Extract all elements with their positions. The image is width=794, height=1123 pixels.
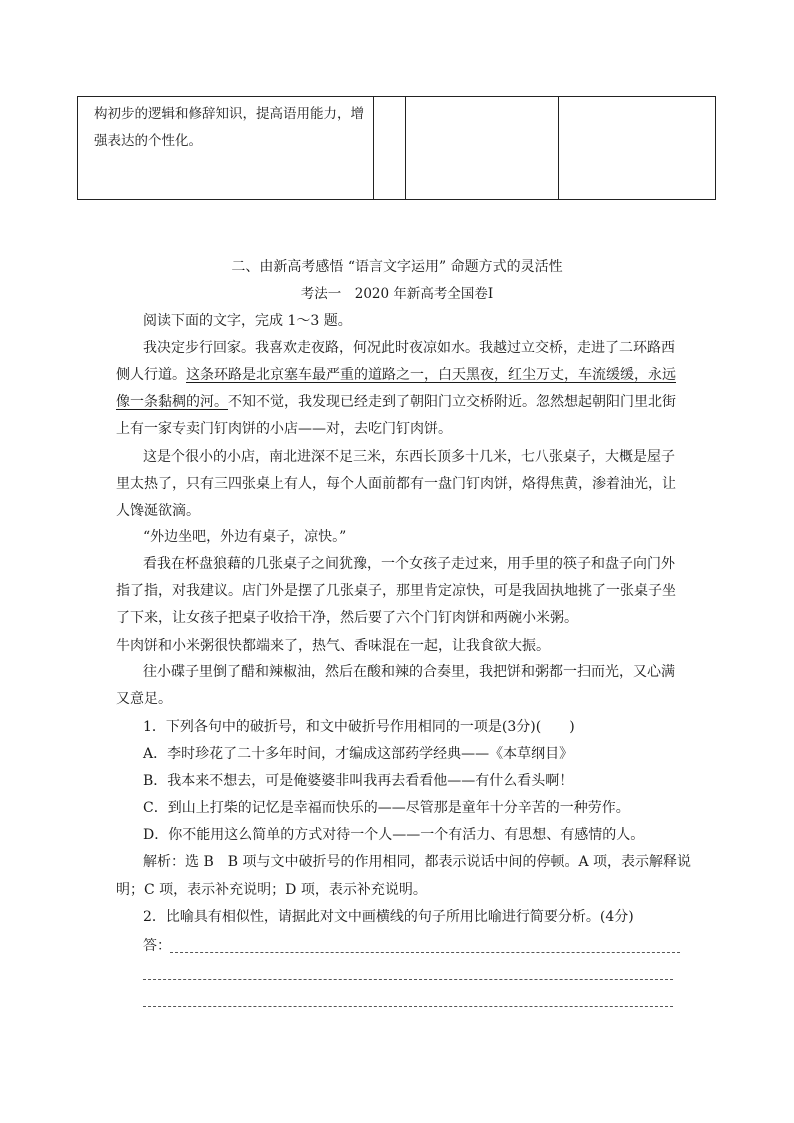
- instruction: 阅读下面的文字，完成 1～3 题。: [143, 313, 352, 329]
- answer-line[interactable]: [143, 1006, 673, 1007]
- question-2: 2．比喻具有相似性，请据此对文中画横线的句子所用比喻进行简要分析。(4分): [143, 909, 634, 925]
- question-1-option-a: A．李时珍花了二十多年时间，才编成这部药学经典——《本草纲目》: [143, 746, 574, 762]
- passage-line: 往小碟子里倒了醋和辣椒油，然后在酸和辣的合奏里，我把饼和粥都一扫而光，又心满: [143, 664, 675, 680]
- section-subtitle: 考法一 2020 年新高考全国卷Ⅰ: [300, 286, 494, 302]
- passage-text: 不知不觉，我发现已经走到了朝阳门立交桥附近。忽然想起朝阳门里北街: [228, 394, 676, 410]
- passage-line: “外边坐吧，外边有桌子，凉快。”: [143, 529, 347, 545]
- passage-line: 这是个很小的小店，南北进深不足三米，东西长顶多十几米，七八张桌子，大概是屋子: [143, 449, 675, 465]
- passage-line: 了下来，让女孩子把桌子收拾干净，然后要了六个门钉肉饼和两碗小米粥。: [116, 610, 578, 626]
- table-cell-description: [78, 97, 374, 199]
- question-1-option-b: B．我本来不想去，可是俺婆婆非叫我再去看看他——有什么看头啊！: [143, 773, 574, 789]
- passage-text: 侧人行道。: [116, 367, 186, 383]
- passage-line: 里太热了，只有三四张桌上有人，每个人面前都有一盘门钉肉饼，烙得焦黄，渗着油光，让: [116, 476, 676, 492]
- section-title: 二、由新高考感悟 “语言文字运用” 命题方式的灵活性: [231, 259, 563, 275]
- passage-line: [116, 392, 676, 412]
- table-cell-empty: [559, 97, 715, 199]
- underlined-sentence: 这条环路是北京塞车最严重的道路之一，白天黑夜，红尘万丈，车流缓缓，永远: [186, 367, 676, 383]
- passage-line: 又意足。: [116, 691, 172, 707]
- analysis: 解析：选 B B 项与文中破折号的作用相同，都表示说话中间的停顿。A 项，表示解释说: [143, 854, 692, 870]
- question-1-option-d: D．你不能用这么简单的方式对待一个人——一个有活力、有思想、有感情的人。: [143, 827, 645, 843]
- table-cell-line: 强表达的个性化。: [94, 133, 202, 149]
- passage-line: 人馋涎欲滴。: [116, 503, 200, 519]
- question-1: 1．下列各句中的破折号，和文中破折号作用相同的一项是(3分)( ): [143, 719, 575, 735]
- table-cell-line: 构初步的逻辑和修辞知识，提高语用能力，增: [94, 106, 364, 122]
- passage-line: 上有一家专卖门钉肉饼的小店——对，去吃门钉肉饼。: [116, 421, 452, 437]
- analysis: 明；C 项，表示补充说明；D 项，表示补充说明。: [116, 882, 427, 898]
- table-cell-empty: [374, 97, 406, 199]
- criteria-table: [77, 96, 716, 200]
- table-cell-empty: [406, 97, 559, 199]
- passage-line: 指了指，对我建议。店门外是摆了几张桌子，那里肯定凉快，可是我固执地挑了一张桌子坐: [116, 583, 676, 599]
- answer-label: 答：: [143, 938, 171, 954]
- passage-line: 看我在杯盘狼藉的几张桌子之间犹豫，一个女孩子走过来，用手里的筷子和盘子向门外: [143, 556, 675, 572]
- passage-line: 我决定步行回家。我喜欢走夜路，何况此时夜凉如水。我越过立交桥，走进了二环路西: [143, 340, 675, 356]
- answer-line[interactable]: [143, 979, 673, 980]
- passage-line: [116, 365, 676, 385]
- underlined-sentence: 像一条黏稠的河。: [116, 394, 228, 410]
- passage-line: 牛肉饼和小米粥很快都端来了，热气、香味混在一起，让我食欲大振。: [116, 638, 550, 654]
- answer-line[interactable]: [170, 952, 680, 953]
- question-1-option-c: C．到山上打柴的记忆是幸福而快乐的——尽管那是童年十分辛苦的一种劳作。: [143, 800, 630, 816]
